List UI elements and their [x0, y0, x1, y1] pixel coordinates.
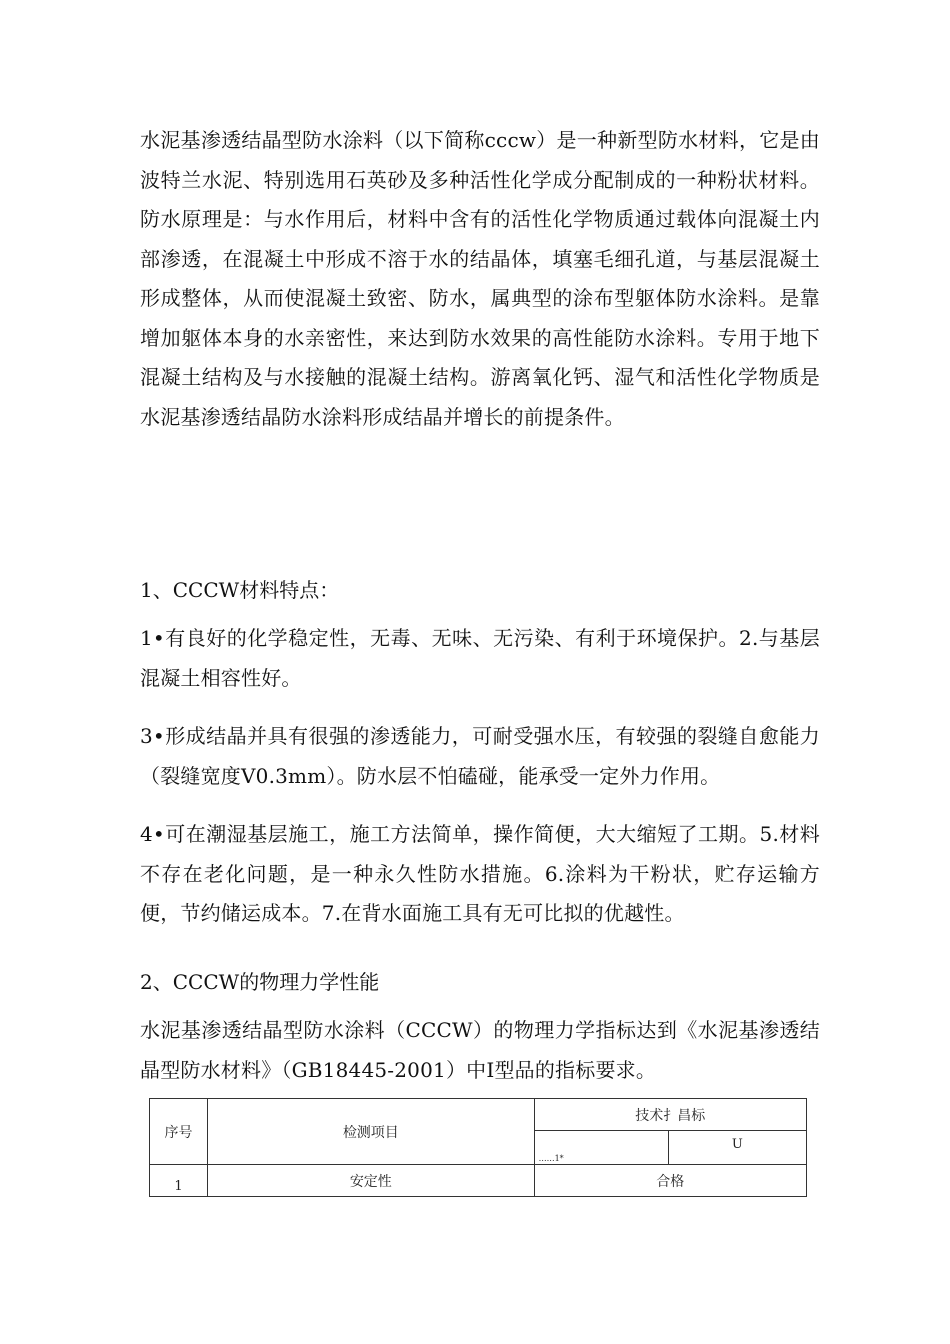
properties-table — [149, 1098, 807, 1197]
header-sub-right: U — [668, 1131, 806, 1165]
sub-left-mark: ……1* — [538, 1154, 564, 1163]
feature-paragraph-2: 3•形成结晶并具有很强的渗透能力，可耐受强水压，有较强的裂缝自愈能力（裂缝宽度V0.3mm）。防水层不怕磕碰，能承受一定外力作用。 — [140, 724, 820, 788]
physical-properties-paragraph: 水泥基渗透结晶型防水涂料（CCCW）的物理力学指标达到《水泥基渗透结晶型防水材料》（GB18445-2001）中I型品的指标要求。 — [140, 1018, 820, 1082]
header-spec: 技术扌昌标 — [534, 1099, 806, 1131]
header-item: 检测项目 — [208, 1099, 534, 1165]
table-header-row — [150, 1099, 807, 1131]
intro-paragraph: 水泥基渗透结晶型防水涂料（以下简称cccw）是一种新型防水材料，它是由波特兰水泥、特别选用石英砂及多种活性化学成分配制成的一种粉状材料。防水原理是：与水作用后，材料中含有的活性化学物质通过载体向混凝土内部渗透，在混凝土中形成不溶于水的结晶体，填塞毛细孔道，与基层混凝土形成整体，从而使混凝土致密、防水，属典型的涂布型躯体防水涂料。是靠增加躯体本身的水亲密性，来达到防水效果的高性能防水涂料。专用于地下混凝土结构及与水接触的混凝土结构。游离氧化钙、湿气和活性化学物质是水泥基渗透结晶防水涂料形成结晶并增长的前提条件。 — [140, 128, 820, 429]
section-2-heading: 2、CCCW的物理力学性能 — [140, 970, 380, 994]
header-no: 序号 — [150, 1099, 208, 1165]
row-item: 安定性 — [208, 1165, 534, 1197]
feature-paragraph-1: 1•有良好的化学稳定性，无毒、无味、无污染、有利于环境保护。2.与基层混凝土相容性好。 — [140, 626, 820, 690]
table-row — [150, 1165, 807, 1197]
section-1-heading: 1、CCCW材料特点： — [140, 578, 340, 602]
row-value: 合格 — [534, 1165, 806, 1197]
feature-paragraph-3: 4•可在潮湿基层施工，施工方法简单，操作简便，大大缩短了工期。5.材料不存在老化问题，是一种永久性防水措施。6.涂料为干粉状，贮存运输方便，节约储运成本。7.在背水面施工具有无可比拟的优越性。 — [140, 822, 820, 925]
row-no: 1 — [150, 1165, 208, 1197]
header-sub-left — [534, 1131, 668, 1165]
